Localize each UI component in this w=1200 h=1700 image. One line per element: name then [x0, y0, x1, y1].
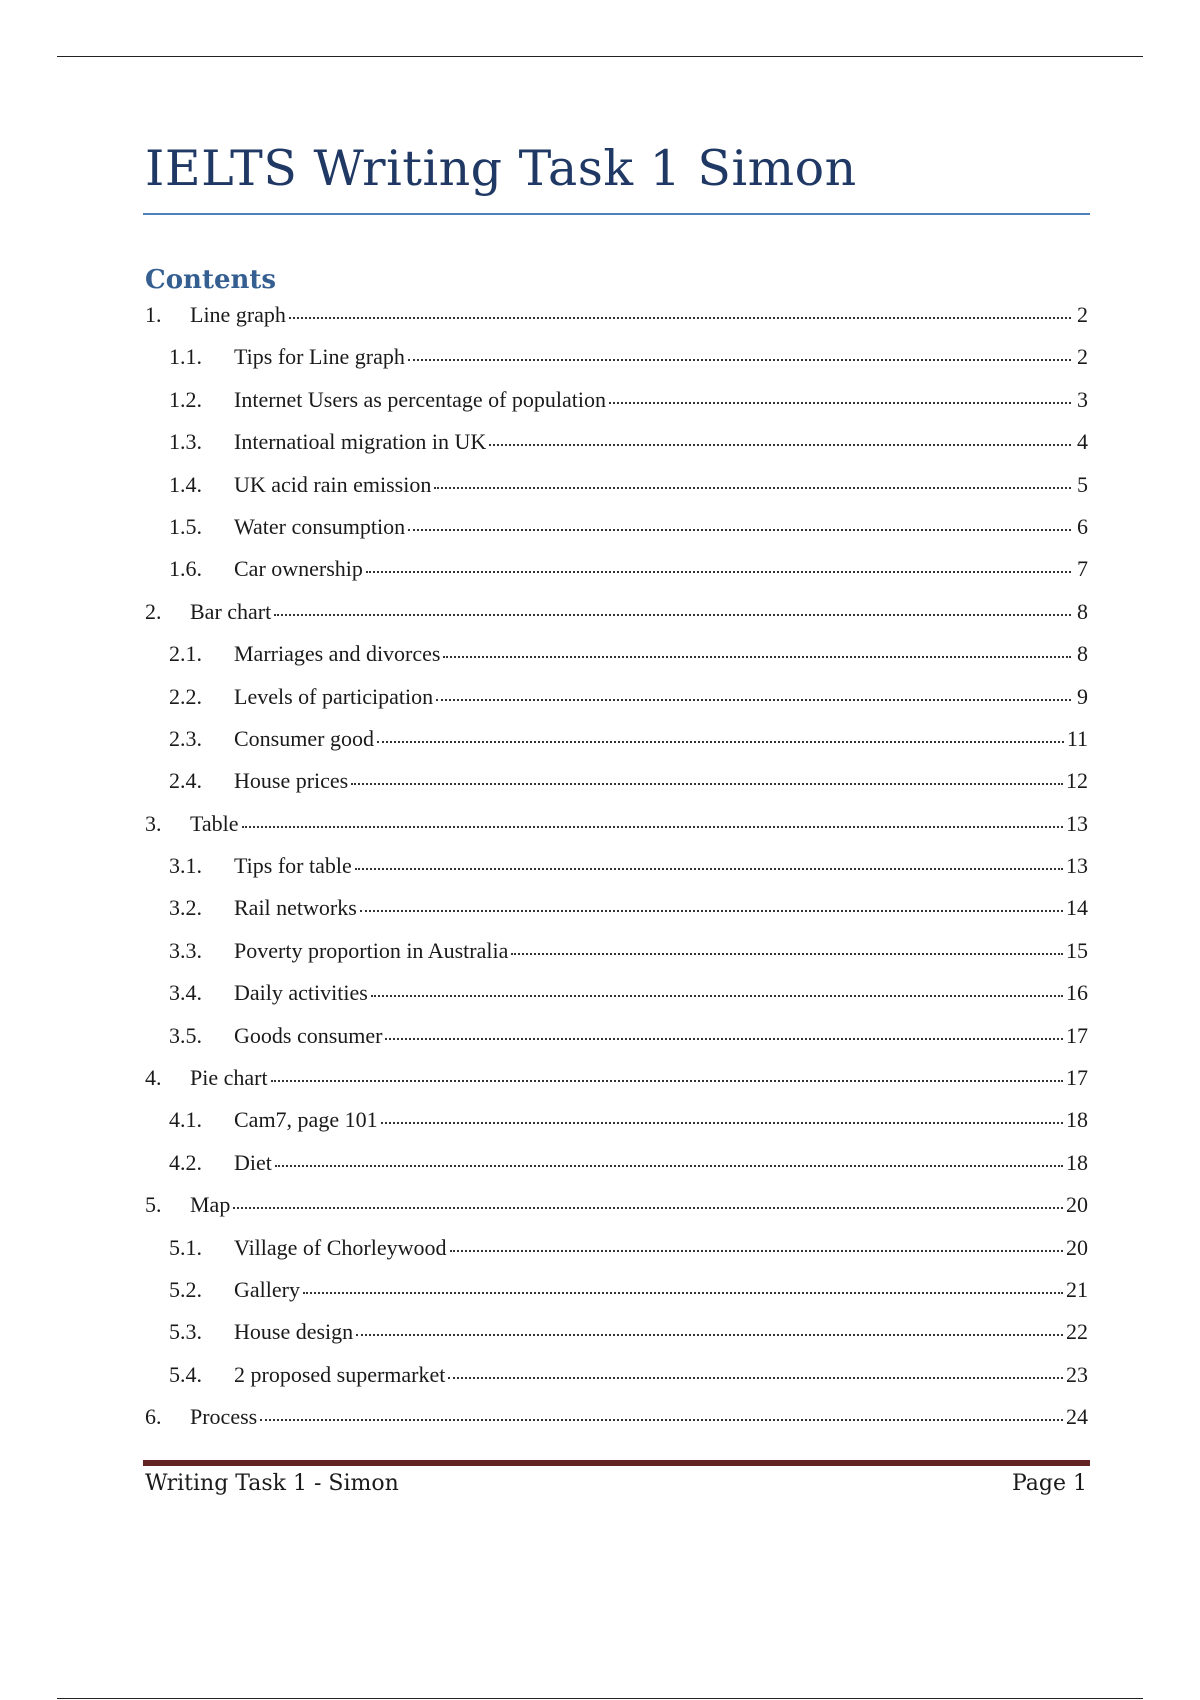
- toc-subsection-entry[interactable]: [145, 938, 1088, 980]
- toc-dot-leader: [381, 1121, 1063, 1124]
- toc-subsection-entry[interactable]: [145, 853, 1088, 895]
- toc-entry-number: 5.: [145, 1192, 162, 1218]
- table-of-contents: [145, 302, 1088, 1447]
- toc-entry-page: 21: [1066, 1276, 1088, 1302]
- toc-entry-page: 13: [1066, 810, 1088, 836]
- toc-entry-number: 2.4.: [169, 768, 202, 794]
- toc-entry-number: 5.4.: [169, 1361, 202, 1387]
- toc-subsection-entry[interactable]: [145, 1319, 1088, 1361]
- toc-subsection-entry[interactable]: [145, 726, 1088, 768]
- toc-entry-page: 17: [1066, 1065, 1088, 1091]
- toc-entry-page: 5: [1077, 471, 1088, 497]
- toc-entry-title[interactable]: Village of Chorleywood: [234, 1234, 447, 1260]
- toc-section-entry[interactable]: [145, 1192, 1088, 1234]
- toc-dot-leader: [371, 994, 1063, 997]
- toc-subsection-entry[interactable]: [145, 641, 1088, 683]
- toc-entry-page: 14: [1066, 895, 1088, 921]
- toc-dot-leader: [450, 1249, 1063, 1252]
- toc-entry-number: 5.1.: [169, 1234, 202, 1260]
- toc-dot-leader: [289, 316, 1071, 319]
- toc-entry-number: 2.1.: [169, 641, 202, 667]
- toc-entry-number: 4.: [145, 1065, 162, 1091]
- toc-dot-leader: [242, 825, 1063, 828]
- toc-dot-leader: [366, 570, 1071, 573]
- toc-entry-title[interactable]: Diet: [234, 1149, 272, 1175]
- toc-entry-title[interactable]: Pie chart: [190, 1065, 268, 1091]
- toc-entry-title[interactable]: Rail networks: [234, 895, 357, 921]
- toc-entry-number: 1.2.: [169, 386, 202, 412]
- toc-entry-number: 5.3.: [169, 1319, 202, 1345]
- toc-entry-page: 18: [1066, 1107, 1088, 1133]
- toc-dot-leader: [271, 1079, 1063, 1082]
- toc-section-entry[interactable]: [145, 302, 1088, 344]
- title-underline: [143, 213, 1090, 215]
- toc-entry-title[interactable]: Daily activities: [234, 980, 368, 1006]
- toc-entry-page: 15: [1066, 937, 1088, 963]
- toc-dot-leader: [408, 528, 1071, 531]
- toc-entry-number: 3.1.: [169, 853, 202, 879]
- page-bottom-border: [57, 1698, 1143, 1699]
- toc-entry-page: 18: [1066, 1149, 1088, 1175]
- toc-subsection-entry[interactable]: [145, 1150, 1088, 1192]
- toc-entry-page: 13: [1066, 853, 1088, 879]
- toc-entry-title[interactable]: Marriages and divorces: [234, 641, 441, 667]
- toc-dot-leader: [355, 867, 1063, 870]
- toc-entry-title[interactable]: Levels of participation: [234, 683, 434, 709]
- document-title: IELTS Writing Task 1 Simon: [145, 140, 857, 197]
- toc-dot-leader: [360, 909, 1063, 912]
- toc-entry-page: 8: [1077, 598, 1088, 624]
- toc-entry-title[interactable]: Goods consumer: [234, 1022, 383, 1048]
- toc-entry-title[interactable]: Car ownership: [234, 556, 363, 582]
- toc-entry-number: 3.3.: [169, 937, 202, 963]
- toc-dot-leader: [436, 698, 1071, 701]
- toc-subsection-entry[interactable]: [145, 344, 1088, 386]
- toc-dot-leader: [609, 401, 1071, 404]
- toc-entry-number: 4.1.: [169, 1107, 202, 1133]
- toc-section-entry[interactable]: [145, 1404, 1088, 1446]
- toc-entry-title[interactable]: Internet Users as percentage of population: [234, 386, 607, 412]
- toc-entry-page: 12: [1066, 768, 1088, 794]
- toc-entry-page: 6: [1077, 513, 1088, 539]
- toc-entry-page: 24: [1066, 1404, 1088, 1430]
- toc-subsection-entry[interactable]: [145, 472, 1088, 514]
- toc-section-entry[interactable]: [145, 1065, 1088, 1107]
- toc-dot-leader: [274, 613, 1071, 616]
- toc-entry-page: 17: [1066, 1022, 1088, 1048]
- toc-subsection-entry[interactable]: [145, 1362, 1088, 1404]
- toc-entry-page: 2: [1077, 302, 1088, 327]
- toc-entry-page: 2: [1077, 344, 1088, 370]
- toc-entry-page: 3: [1077, 386, 1088, 412]
- toc-entry-title[interactable]: 2 proposed supermarket: [234, 1361, 446, 1387]
- toc-subsection-entry[interactable]: [145, 1107, 1088, 1149]
- toc-entry-number: 1.4.: [169, 471, 202, 497]
- toc-dot-leader: [448, 1376, 1063, 1379]
- toc-entry-title[interactable]: Table: [190, 810, 239, 836]
- toc-entry-number: 3.2.: [169, 895, 202, 921]
- toc-entry-page: 22: [1066, 1319, 1088, 1345]
- toc-subsection-entry[interactable]: [145, 1277, 1088, 1319]
- toc-entry-page: 9: [1077, 683, 1088, 709]
- toc-entry-number: 1.: [145, 302, 162, 327]
- toc-entry-page: 20: [1066, 1234, 1088, 1260]
- toc-subsection-entry[interactable]: [145, 684, 1088, 726]
- toc-dot-leader: [408, 358, 1071, 361]
- footer-document-name: Writing Task 1 - Simon: [145, 1471, 399, 1496]
- toc-subsection-entry[interactable]: [145, 429, 1088, 471]
- toc-entry-number: 2.2.: [169, 683, 202, 709]
- toc-subsection-entry[interactable]: [145, 1023, 1088, 1065]
- toc-entry-page: 16: [1066, 980, 1088, 1006]
- toc-subsection-entry[interactable]: [145, 768, 1088, 810]
- toc-entry-title[interactable]: Process: [190, 1404, 258, 1430]
- toc-entry-title[interactable]: Water consumption: [234, 513, 406, 539]
- toc-section-entry[interactable]: [145, 599, 1088, 641]
- toc-entry-number: 1.5.: [169, 513, 202, 539]
- toc-dot-leader: [233, 1206, 1063, 1209]
- toc-dot-leader: [511, 952, 1063, 955]
- toc-entry-title[interactable]: Poverty proportion in Australia: [234, 937, 509, 963]
- toc-entry-number: 3.: [145, 810, 162, 836]
- toc-dot-leader: [377, 740, 1064, 743]
- toc-dot-leader: [489, 443, 1071, 446]
- toc-entry-title[interactable]: House prices: [234, 768, 349, 794]
- contents-heading: Contents: [145, 265, 277, 295]
- toc-entry-page: 11: [1066, 725, 1088, 751]
- toc-entry-title[interactable]: Consumer good: [234, 725, 374, 751]
- toc-entry-title[interactable]: Map: [190, 1192, 231, 1218]
- toc-subsection-entry[interactable]: [145, 387, 1088, 429]
- toc-entry-number: 3.4.: [169, 980, 202, 1006]
- toc-entry-number: 3.5.: [169, 1022, 202, 1048]
- toc-entry-page: 4: [1077, 429, 1088, 455]
- toc-section-entry[interactable]: [145, 811, 1088, 853]
- toc-subsection-entry[interactable]: [145, 514, 1088, 556]
- toc-dot-leader: [275, 1164, 1063, 1167]
- toc-entry-title[interactable]: Tips for table: [234, 853, 352, 879]
- toc-subsection-entry[interactable]: [145, 556, 1088, 598]
- toc-entry-number: 1.6.: [169, 556, 202, 582]
- toc-entry-title[interactable]: Internatioal migration in UK: [234, 429, 487, 455]
- toc-entry-title[interactable]: Gallery: [234, 1276, 300, 1302]
- toc-dot-leader: [260, 1418, 1063, 1421]
- toc-entry-title[interactable]: Cam7, page 101: [234, 1107, 378, 1133]
- toc-subsection-entry[interactable]: [145, 1235, 1088, 1277]
- toc-entry-number: 1.1.: [169, 344, 202, 370]
- toc-entry-title[interactable]: House design: [234, 1319, 354, 1345]
- toc-dot-leader: [443, 655, 1071, 658]
- footer-rule: [143, 1460, 1090, 1466]
- toc-subsection-entry[interactable]: [145, 895, 1088, 937]
- toc-entry-title[interactable]: Line graph: [190, 302, 286, 327]
- toc-entry-title[interactable]: Bar chart: [190, 598, 272, 624]
- toc-entry-title[interactable]: Tips for Line graph: [234, 344, 405, 370]
- toc-subsection-entry[interactable]: [145, 980, 1088, 1022]
- toc-entry-number: 2.: [145, 598, 162, 624]
- toc-entry-number: 5.2.: [169, 1276, 202, 1302]
- toc-entry-number: 2.3.: [169, 725, 202, 751]
- toc-dot-leader: [356, 1333, 1063, 1336]
- toc-dot-leader: [385, 1037, 1063, 1040]
- toc-entry-number: 1.3.: [169, 429, 202, 455]
- toc-entry-page: 8: [1077, 641, 1088, 667]
- toc-entry-number: 4.2.: [169, 1149, 202, 1175]
- toc-entry-title[interactable]: UK acid rain emission: [234, 471, 432, 497]
- toc-entry-number: 6.: [145, 1404, 162, 1430]
- toc-dot-leader: [351, 782, 1063, 785]
- toc-entry-page: 7: [1077, 556, 1088, 582]
- toc-entry-page: 23: [1066, 1361, 1088, 1387]
- footer-page-number: Page 1: [1011, 1471, 1087, 1496]
- toc-dot-leader: [303, 1291, 1063, 1294]
- toc-dot-leader: [434, 486, 1071, 489]
- toc-entry-page: 20: [1066, 1192, 1088, 1218]
- page-top-border: [57, 56, 1143, 57]
